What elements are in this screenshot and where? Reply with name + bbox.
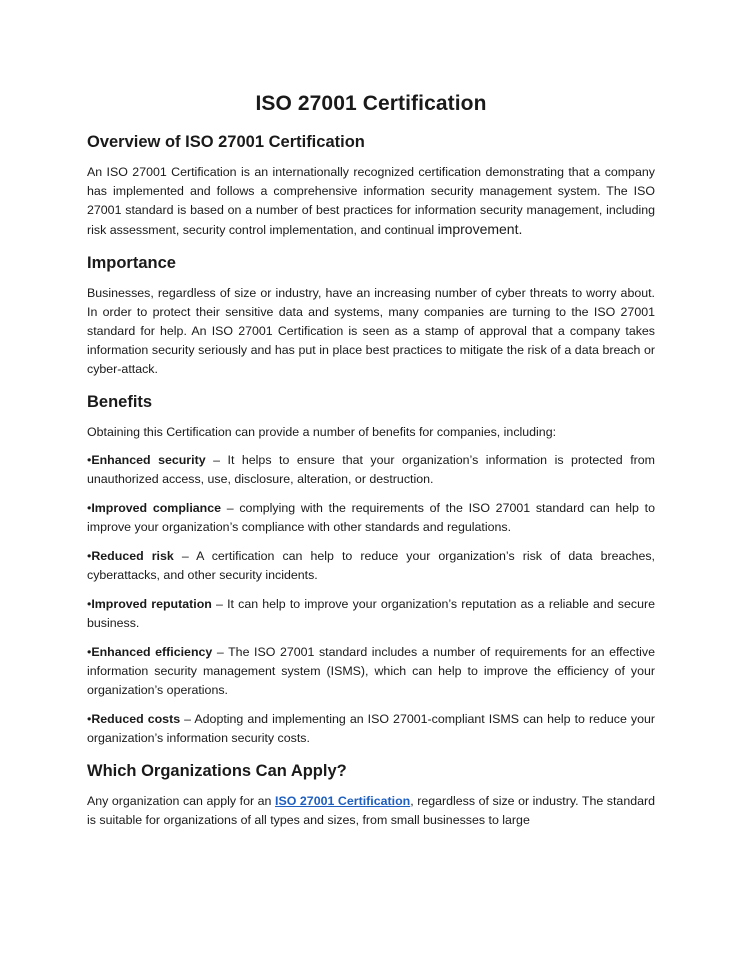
benefits-section: [87, 393, 655, 748]
importance-section: [87, 254, 655, 379]
overview-last-word: improvement.: [437, 221, 523, 237]
benefit-item: [87, 547, 655, 585]
bullet-icon: •: [87, 712, 92, 726]
benefit-item: [87, 643, 655, 700]
benefit-term: Reduced risk: [91, 549, 174, 563]
benefit-text: – The ISO 27001 standard includes a number of requirements for an effective information security management system (ISMS), which can help to improve the efficiency of your organization’s operations.: [87, 645, 655, 697]
benefit-term: Improved compliance: [91, 501, 222, 515]
benefit-term: Enhanced efficiency: [91, 645, 213, 659]
benefit-term: Enhanced security: [91, 453, 206, 467]
bullet-icon: •: [87, 597, 92, 611]
bullet-icon: •: [87, 501, 92, 515]
importance-heading: Importance: [87, 254, 176, 272]
benefit-item: [87, 710, 655, 748]
benefit-text: – complying with the requirements of the ISO 27001 standard can help to improve your organization’s compliance with other standards and regulations.: [87, 501, 655, 534]
benefit-term: Improved reputation: [91, 597, 212, 611]
overview-heading: Overview of ISO 27001 Certification: [87, 133, 365, 151]
benefit-text: – It helps to ensure that your organization’s information is protected from unauthorized access, use, disclosure, alteration, or destruction.: [87, 453, 655, 486]
bullet-icon: •: [87, 645, 92, 659]
benefit-item: [87, 595, 655, 633]
apply-text-before: Any organization can apply for an: [87, 794, 276, 808]
page-title: ISO 27001 Certification: [255, 92, 487, 115]
apply-paragraph: [87, 792, 655, 830]
benefits-intro: Obtaining this Certification can provide a number of benefits for companies, including:: [87, 425, 557, 439]
document-page: [87, 92, 655, 844]
benefit-term: Reduced costs: [91, 712, 181, 726]
benefit-item: [87, 451, 655, 489]
importance-paragraph: Businesses, regardless of size or industry, have an increasing number of cyber threats to worry about. In order to protect their sensitive data and systems, many companies are turning to the ISO 27001 standard for help. An ISO 27001 Certification is seen as a stamp of approval that a company takes information security seriously and has put in place best practices to mitigate the risk of a data breach or cyber-attack.: [87, 286, 655, 376]
benefit-item: [87, 499, 655, 537]
benefits-heading: Benefits: [87, 393, 153, 411]
bullet-icon: •: [87, 549, 92, 563]
bullet-icon: •: [87, 453, 92, 467]
apply-section: [87, 762, 655, 830]
iso-certification-link[interactable]: ISO 27001 Certification: [275, 794, 411, 808]
overview-section: [87, 133, 655, 240]
benefit-text: – It can help to improve your organization’s reputation as a reliable and secure business.: [87, 597, 655, 630]
overview-text: An ISO 27001 Certification is an internationally recognized certification demonstrating that a company has implemented and follows a comprehensive information security management system. The ISO 27001 standard is based on a number of best practices for information security management, including risk assessment, security control implementation, and continual: [87, 165, 655, 237]
apply-text-after: , regardless of size or industry. The standard is suitable for organizations of all types and sizes, from small businesses to large: [87, 794, 656, 827]
overview-paragraph: [87, 163, 655, 240]
benefit-text: – Adopting and implementing an ISO 27001-compliant ISMS can help to reduce your organization’s information security costs.: [87, 712, 655, 745]
apply-heading: Which Organizations Can Apply?: [87, 762, 347, 780]
benefit-text: – A certification can help to reduce your organization’s risk of data breaches, cyberattacks, and other security incidents.: [87, 549, 655, 582]
